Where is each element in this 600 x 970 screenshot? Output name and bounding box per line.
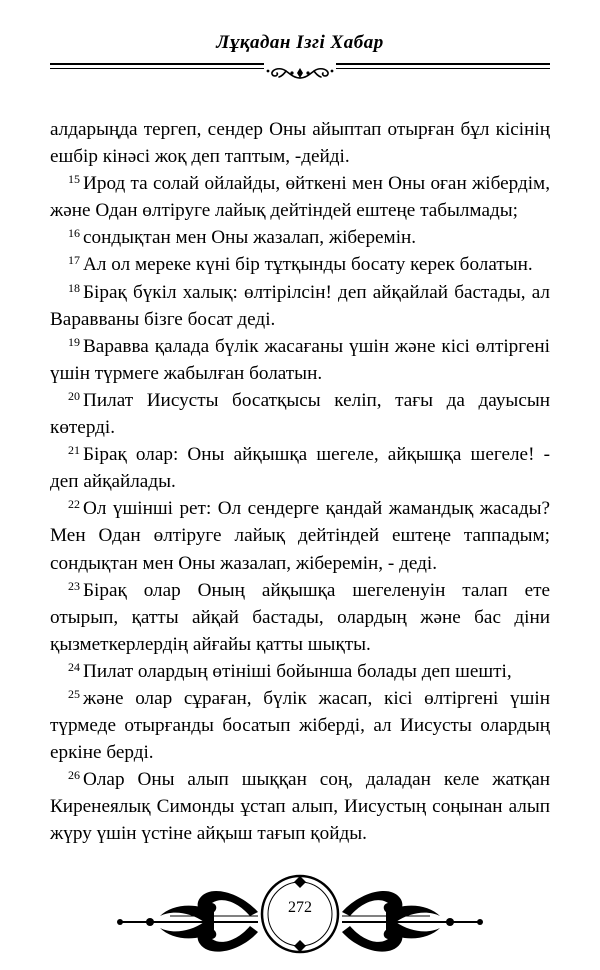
page-number: 272 xyxy=(288,899,312,916)
verse-paragraph xyxy=(50,224,550,251)
verse-paragraph xyxy=(50,333,550,387)
verse-paragraph xyxy=(50,495,550,576)
verse-paragraph xyxy=(50,577,550,658)
verse-number: 20 xyxy=(68,388,80,403)
verse-paragraph xyxy=(50,685,550,766)
verse-number: 25 xyxy=(68,686,80,701)
verse-number: 17 xyxy=(68,253,80,268)
verse-number: 18 xyxy=(68,280,80,295)
verse-paragraph xyxy=(50,279,550,333)
verse-number: 21 xyxy=(68,443,80,458)
verse-text: Бірақ бүкіл халық: өлтірілсін! деп айқайлай бастады, ал Вараввaны бізге босат деді. xyxy=(50,281,550,330)
verse-paragraph xyxy=(50,170,550,224)
verse-number: 24 xyxy=(68,659,80,674)
verse-text: Бірақ олар Оның айқышқа шегеленуін талап ете отырып, қатты айқай бастады, олардың және бас діни қызметкерлердің айғайы қатты шықты. xyxy=(50,579,550,655)
verse-number: 26 xyxy=(68,768,80,783)
verse-paragraph xyxy=(50,251,550,278)
running-title: Лұқадан Ізгі Хабар xyxy=(216,32,384,53)
verse-text: Бірақ олар: Оны айқышқа шегеле, айқышқа шегеле! - деп айқайлады. xyxy=(50,444,550,493)
verse-number: 15 xyxy=(68,172,80,187)
verse-text: Ол үшінші рет: Ол сендерге қандай жамандық жасады? Мен Одан өлтіруге лайық дейтіндей ештеңе таппадым; сондықтан мен Оны жазалап, жіберемін, - деді. xyxy=(50,498,550,574)
verse-text: Пилат олардың өтініші бойынша болады деп шешті, xyxy=(83,660,512,682)
verse-text: Пилат Иисусты босатқысы келіп, тағы да дауысын көтерді. xyxy=(50,389,550,439)
verse-text: алдарыңда тергеп, сендер Оны айыптап отырған бұл кісінің ешбір кінәсі жоқ деп таптым, -дейді. xyxy=(50,119,550,168)
verse-text: Ал ол мереке күні бір тұтқынды босату керек болатын. xyxy=(83,254,533,276)
page-body xyxy=(50,116,550,848)
verse-text: Варавва қалада бүлік жасағаны үшін және кісі өлтіргені үшін түрмеге жабылған болатын. xyxy=(50,335,550,384)
verse-paragraph xyxy=(50,387,550,441)
verse-number: 23 xyxy=(68,578,80,593)
verse-text: Олар Оны алып шыққан соң, даладан келе жатқан Киренеялық Симонды ұстап алып, Иисустың соңынан алып жүру үшін үстіне айқыш тағып қойды. xyxy=(50,769,550,845)
verse-paragraph xyxy=(50,658,550,685)
verse-paragraph xyxy=(50,116,550,170)
verse-number: 16 xyxy=(68,226,80,241)
verse-paragraph xyxy=(50,766,550,847)
verse-text: Ирод та солай ойлайды, өйткені мен Оны оған жібердім, және Одан өлтіруге лайық дейтіндей ештеңе табылмады; xyxy=(50,173,550,222)
scroll-ornament-icon xyxy=(264,62,336,84)
verse-text: және олар сұраған, бүлік жасап, кісі өлтіргені үшін түрмеде отырғанды босатып жіберді, ал Иисусты олардың еркіне берді. xyxy=(50,687,550,764)
verse-paragraph xyxy=(50,441,550,495)
verse-number: 19 xyxy=(68,334,80,349)
verse-number: 22 xyxy=(68,497,80,512)
verse-text: сондықтан мен Оны жазалап, жіберемін. xyxy=(83,227,417,249)
